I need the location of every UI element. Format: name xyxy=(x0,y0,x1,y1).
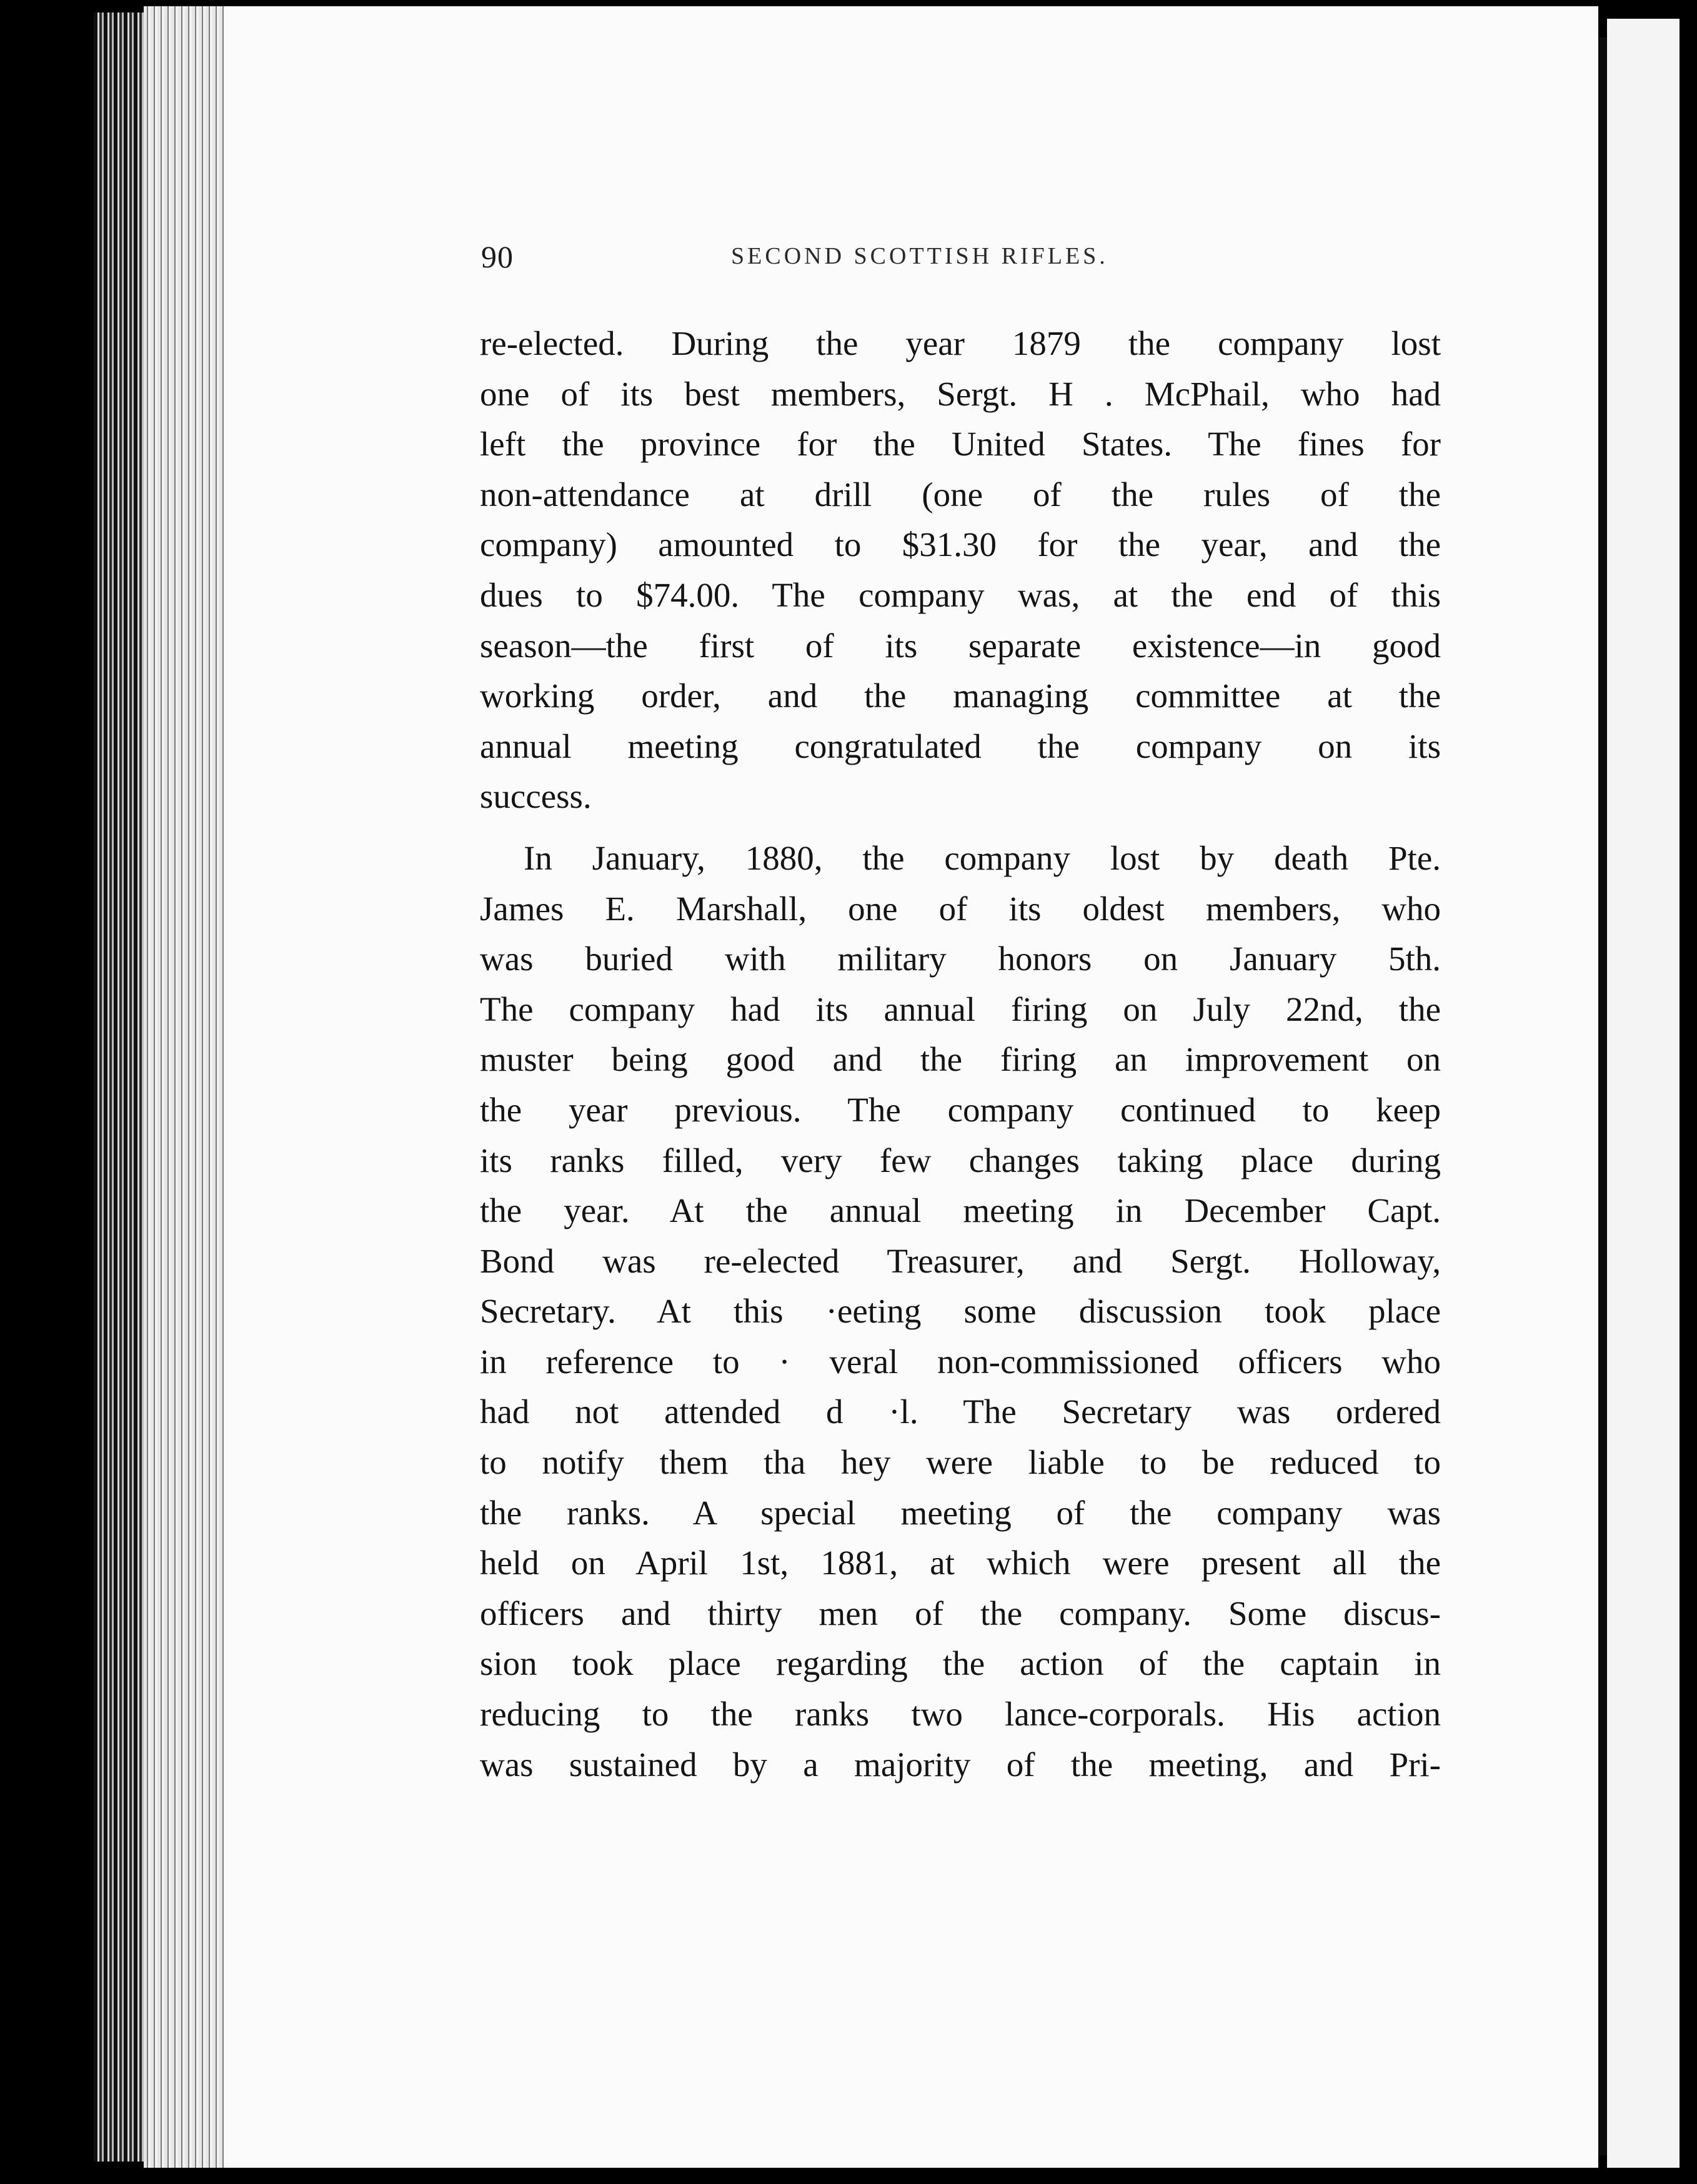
text-line: Bond was re-elected Treasurer, and Sergt. Holloway, xyxy=(480,1241,1441,1280)
text-line: muster being good and the firing an improvement on xyxy=(480,1040,1441,1079)
text-line: success. xyxy=(480,777,592,816)
text-line: reducing to the ranks two lance-corporals. His action xyxy=(480,1695,1441,1734)
page-number: 90 xyxy=(481,239,514,274)
text-line: In January, 1880, the company lost by death Pte. xyxy=(524,838,1441,877)
text-line: held on April 1st, 1881, at which were present all the xyxy=(480,1544,1441,1582)
text-line: non-attendance at drill (one of the rules of the xyxy=(480,475,1441,514)
text-line: the year previous. The company continued to keep xyxy=(480,1090,1441,1129)
text-line: to notify them tha hey were liable to be reduced to xyxy=(480,1443,1441,1482)
text-line: James E. Marshall, one of its oldest members, who xyxy=(480,889,1441,928)
text-line: in reference to · veral non-commissioned officers who xyxy=(480,1342,1441,1381)
text-line: one of its best members, Sergt. H . McPhail, who had xyxy=(480,374,1441,413)
text-line: company) amounted to $31.30 for the year, and the xyxy=(480,525,1441,564)
text-line: re-elected. During the year 1879 the company lost xyxy=(480,324,1441,362)
text-line: its ranks filled, very few changes taking place during xyxy=(480,1141,1441,1179)
text-line: had not attended d ·l. The Secretary was ordered xyxy=(480,1392,1441,1431)
text-line: annual meeting congratulated the company on its xyxy=(480,727,1441,765)
text-line: sion took place regarding the action of the captain in xyxy=(480,1644,1441,1683)
book-gutter xyxy=(1598,37,1607,2155)
running-title: SECOND SCOTTISH RIFLES. xyxy=(731,243,1108,269)
text-line: left the province for the United States. The fines for xyxy=(480,425,1441,464)
text-line: dues to $74.00. The company was, at the end of this xyxy=(480,575,1441,614)
text-line: Secretary. At this ·eeting some discussion took place xyxy=(480,1292,1441,1331)
text-line: officers and thirty men of the company. Some discus- xyxy=(480,1594,1441,1632)
text-line: season—the first of its separate existence—in good xyxy=(480,626,1441,665)
body-text xyxy=(480,319,1441,1790)
text-line: was sustained by a majority of the meeting, and Pri- xyxy=(480,1745,1441,1784)
text-line: working order, and the managing committee at the xyxy=(480,677,1441,715)
running-head xyxy=(481,239,1456,282)
page-edge-stack-inner xyxy=(144,6,225,2168)
text-line: was buried with military honors on January 5th. xyxy=(480,940,1441,978)
paragraph-gap xyxy=(480,822,1441,833)
facing-page-edge xyxy=(1607,19,1680,2168)
text-line: the year. At the annual meeting in December Capt. xyxy=(480,1191,1441,1230)
text-line: the ranks. A special meeting of the company was xyxy=(480,1493,1441,1532)
text-line: The company had its annual firing on July 22nd, the xyxy=(480,990,1441,1028)
